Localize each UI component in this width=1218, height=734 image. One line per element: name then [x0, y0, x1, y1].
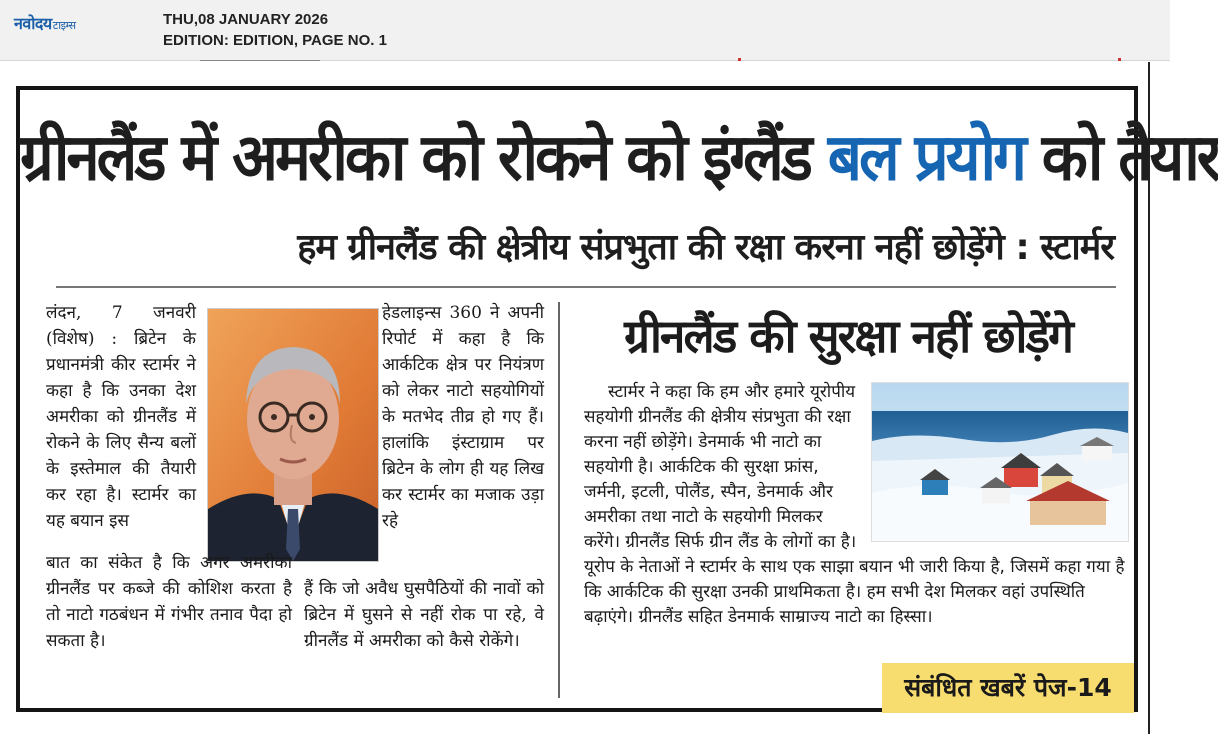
- section-text: [584, 380, 1129, 630]
- article-clipping: [16, 86, 1218, 712]
- article-column-text: बात का संकेत है कि अगर अमरीका ग्रीनलैंड पर कब्जे की कोशिश करता है तो नाटो गठबंधन में गंभीर तनाव पैदा हो सकता है।: [46, 553, 292, 651]
- headline-part: ग्रीनलैंड में अमरीका को रोकने को इंग्लैंड: [20, 120, 828, 196]
- section-body: स्टार्मर ने कहा कि हम और हमारे यूरोपीय सहयोगी ग्रीनलैंड की क्षेत्रीय संप्रभुता की रक्षा करना नहीं छोड़ेंगे। डेनमार्क भी नाटो का सहयोगी है। आर्कटिक की सुरक्षा फ्रांस, जर्मनी, इटली, पोलैंड, स्पैन, डेनमार्क और अमरीका तथा नाटो के सहयोगी मिलकर करेंगे। ग्रीनलैंड सिर्फ ग्रीन लैंड के लोगों का है। यूरोप के नेताओं ने स्टार्मर के साथ एक साझा बयान भी जारी किया है, जिसमें कहा गया है कि आर्कटिक की सुरक्षा उनकी प्राथमिकता है। हम सभी देश मिलकर वहां उपस्थिति बढ़ाएंगे। ग्रीनलैंड सहित डेनमार्क साम्राज्य नाटो का हिस्सा।: [584, 382, 1125, 627]
- column-divider: [558, 302, 560, 698]
- logo-sub-text: टाइम्स: [52, 19, 76, 32]
- article-column-text: हेडलाइन्स 360 ने अपनी रिपोर्ट में कहा है कि आर्कटिक क्षेत्र पर नियंत्रण को लेकर नाटो सहयोगियों के मतभेद तीव्र हो गए हैं। हालांकि इंस्टाग्राम पर ब्रिटेन के लोग ही यह लिख कर स्टार्मर का मजाक उड़ा रहे: [382, 303, 544, 531]
- greenland-photo: [871, 382, 1129, 542]
- article-column-text: लंदन, 7 जनवरी (विशेष) : ब्रिटेन के प्रधानमंत्री कीर स्टार्मर ने कहा है कि उनका देश अमरीका को ग्रीनलैंड में रोकने के लिए सैन्य बलों के इस्तेमाल की तैयारी कर रहा है। स्टार्मर का यह बयान इस: [46, 303, 196, 531]
- newspaper-logo[interactable]: [14, 12, 76, 34]
- publication-info: [163, 9, 387, 51]
- landscape-image: [872, 383, 1128, 541]
- starmer-photo: [207, 308, 379, 562]
- divider: [200, 60, 320, 61]
- publication-header: [0, 0, 1170, 61]
- headline-part: को तैयार: [1023, 120, 1218, 196]
- section-headline: ग्रीनलैंड की सुरक्षा नहीं छोड़ेंगे: [624, 309, 1072, 363]
- related-news-banner[interactable]: संबंधित खबरें पेज-14: [882, 663, 1134, 713]
- sub-headline: हम ग्रीनलैंड की क्षेत्रीय संप्रभुता की रक्षा करना नहीं छोड़ेंगे : स्टार्मर: [297, 227, 1114, 268]
- logo-main-text: नवोदय: [14, 14, 52, 33]
- edition-page: EDITION: EDITION, PAGE NO. 1: [163, 32, 387, 49]
- headline-highlight: बल प्रयोग: [827, 120, 1024, 196]
- issue-date: THU,08 JANUARY 2026: [163, 11, 329, 28]
- divider: [738, 58, 741, 61]
- article-column-text: हैं कि जो अवैध घुसपैठियों की नावों को ब्रिटेन में घुसने से नहीं रोक पा रहे, वे ग्रीनलैंड में अमरीका को कैसे रोकेंगे।: [304, 579, 544, 651]
- portrait-image: [208, 309, 378, 561]
- divider: [1118, 58, 1121, 61]
- main-headline: [20, 115, 1218, 201]
- divider: [56, 286, 1116, 288]
